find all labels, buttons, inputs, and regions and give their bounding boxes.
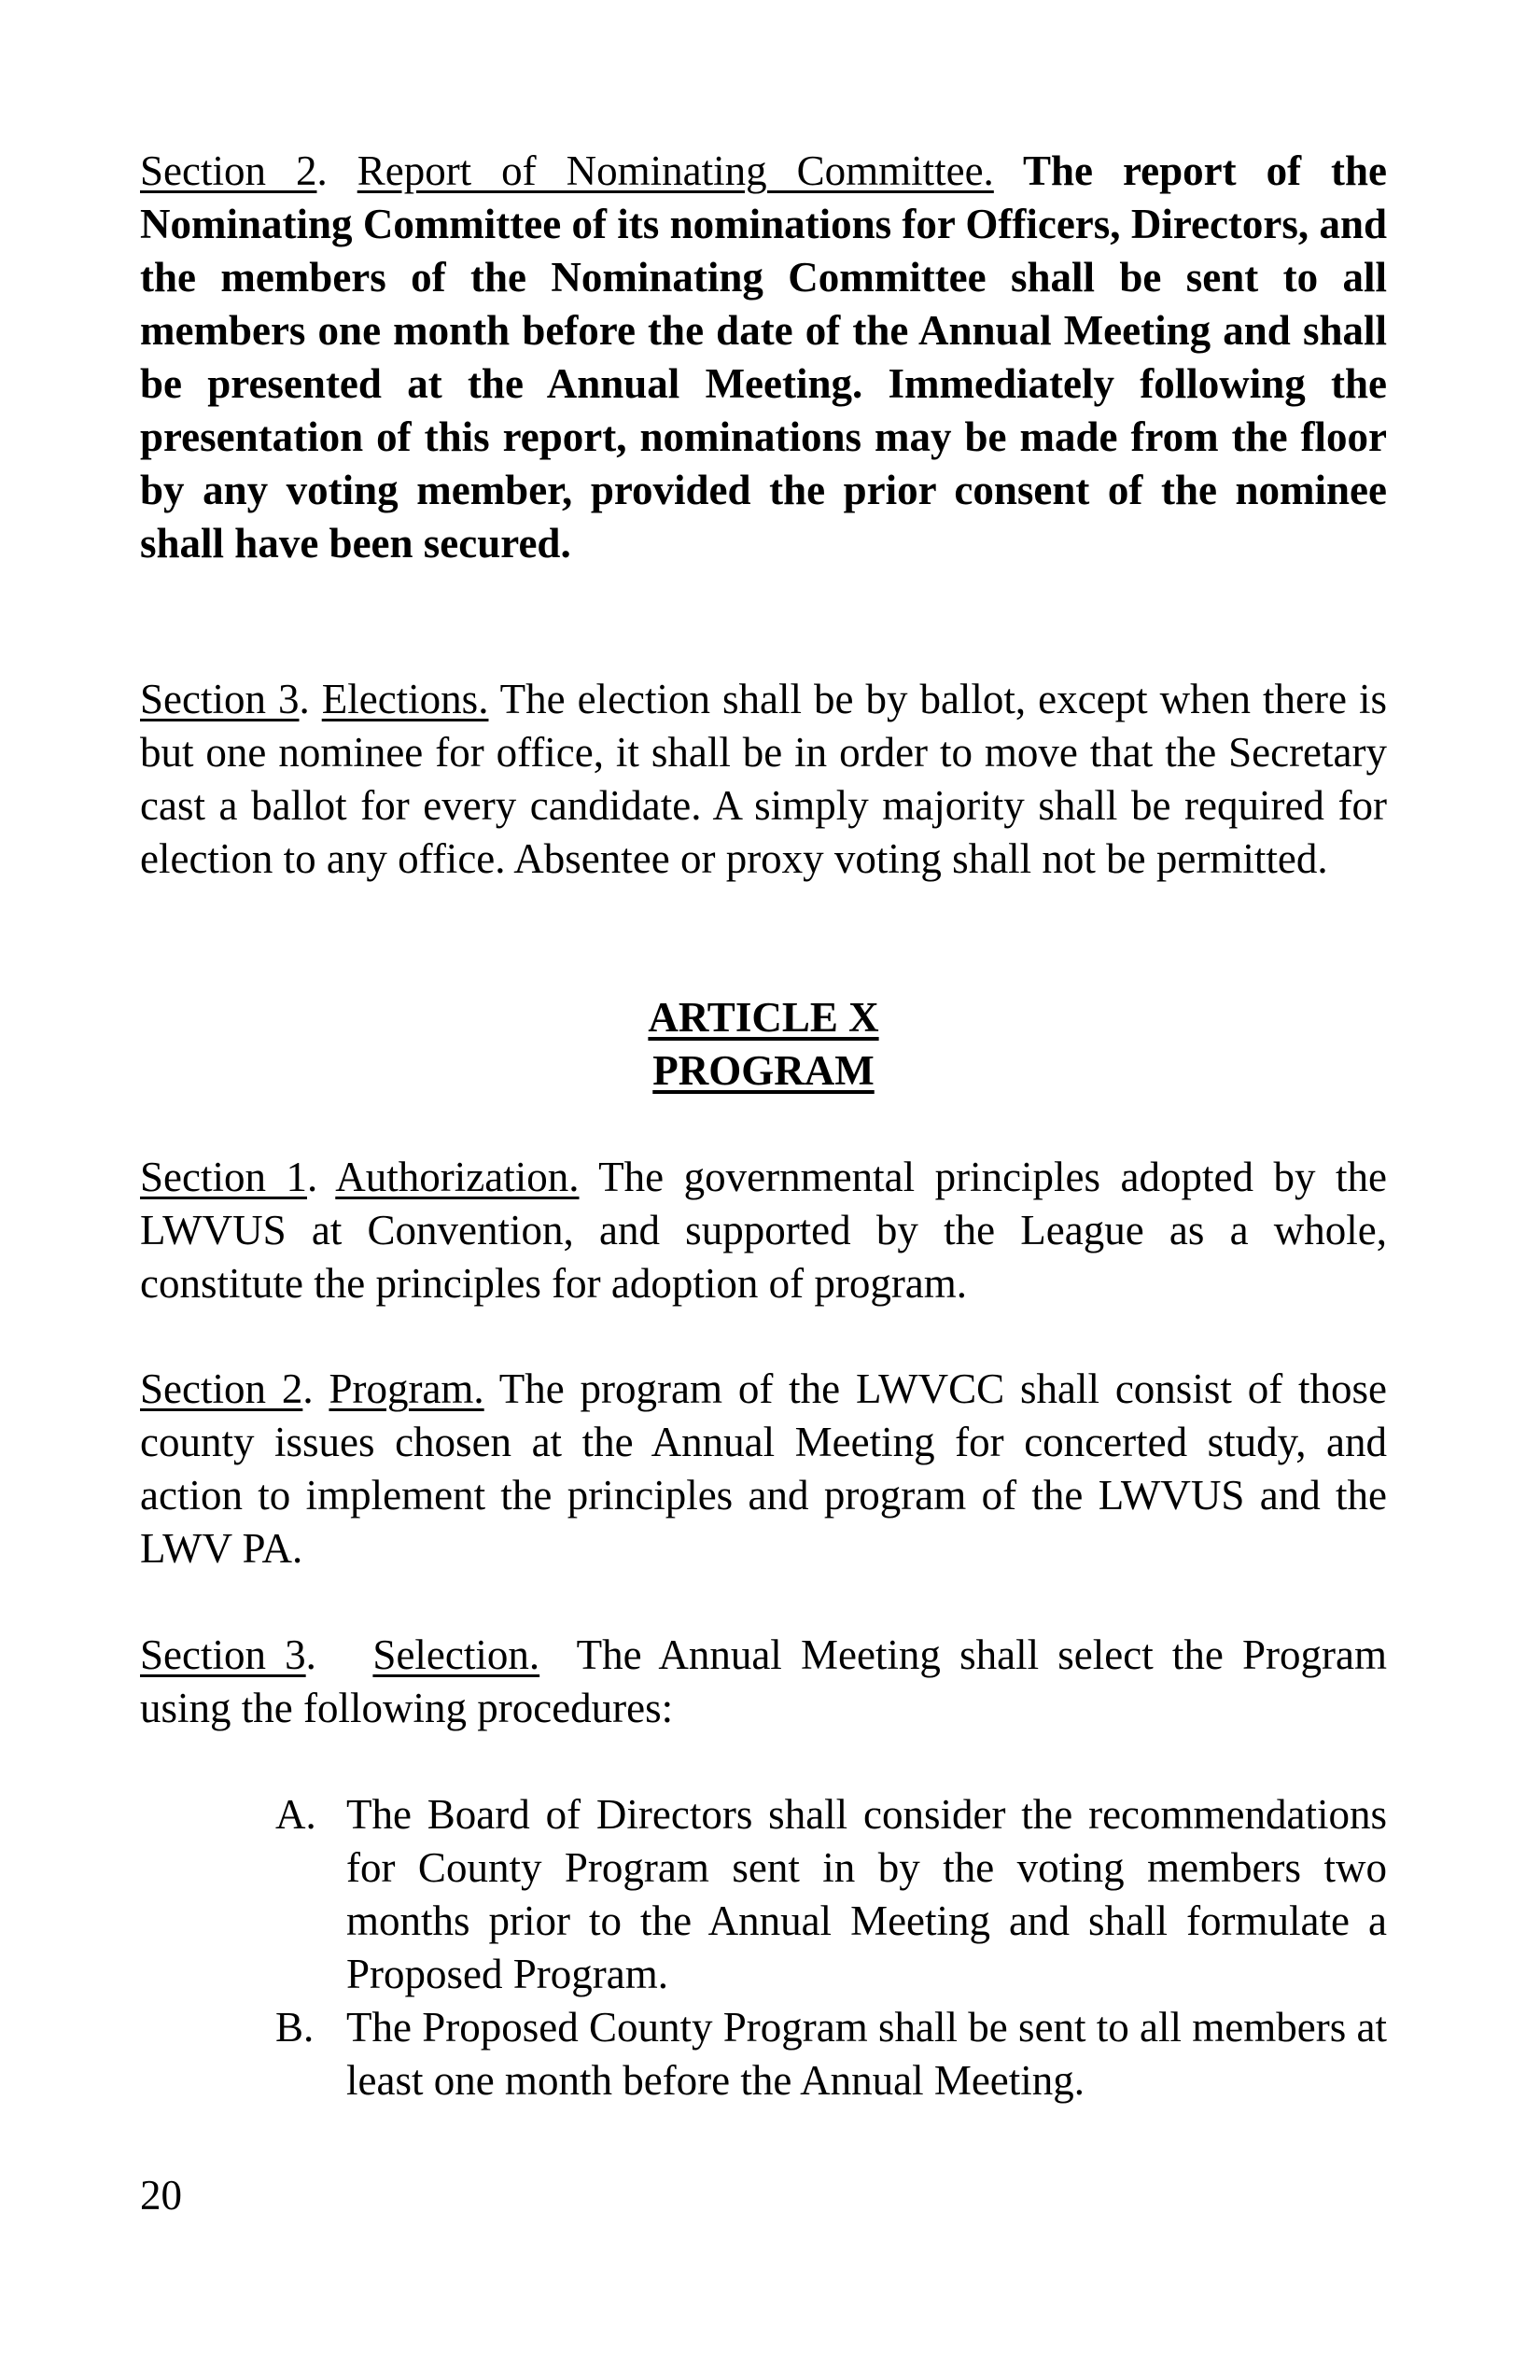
section-body: The governmental principles adopted by the LWVUS at Convention, and supported by the League as a whole, constitute the principles for adoption of program. <box>140 1154 1387 1307</box>
section-authorization <box>140 1151 1387 1310</box>
section-selection <box>140 1629 1398 1735</box>
section-label: Section 1 <box>140 1154 307 1200</box>
section-body: The report of the Nominating Committee of its nominations for Officers, Directors, and the members of the Nominating Committee shall be sent to all members one month before the date of the Annual Meeting and shall be presented at the Annual Meeting. Immediately following the presentation of this report, nominations may be made from the floor by any voting member, provided the prior consent of the nominee shall have been secured. <box>140 147 1388 567</box>
list-item <box>275 2001 1387 2107</box>
section-title: Program. <box>329 1365 484 1412</box>
separator: . <box>305 1631 373 1678</box>
section-label: Section 3 <box>140 676 300 722</box>
page-number: 20 <box>140 2172 182 2219</box>
list-item-text: The Proposed County Program shall be sent to all members at least one month before the Annual Meeting. <box>346 2004 1387 2104</box>
section-body: The election shall be by ballot, except when there is but one nominee for office, it shall be in order to move that the Secretary cast a ballot for every candidate. A simply majority shall be required for election to any office. Absentee or proxy voting shall not be permitted. <box>140 676 1387 882</box>
article-heading <box>140 991 1387 1044</box>
separator: . <box>307 1154 336 1200</box>
section-title: Authorization. <box>335 1154 580 1200</box>
article-name: PROGRAM <box>652 1047 875 1094</box>
list-item <box>275 1788 1387 2001</box>
section-nominating-report <box>140 145 1387 570</box>
section-elections <box>140 673 1387 886</box>
section-body: The Annual Meeting shall select the Program using the following procedures: <box>140 1631 1398 1731</box>
list-marker: B. <box>275 2004 315 2051</box>
section-title: Report of Nominating Committee. <box>357 147 994 194</box>
section-label: Section 2 <box>140 147 317 194</box>
separator: . <box>299 676 322 722</box>
list-item-text: The Board of Directors shall consider the recommendations for County Program sent in by the voting members two months prior to the Annual Meeting and shall formulate a Proposed Program. <box>346 1791 1387 1997</box>
separator: . <box>316 147 357 194</box>
section-title: Elections. <box>321 676 489 722</box>
section-label: Section 3 <box>140 1631 306 1678</box>
section-label: Section 2 <box>140 1365 303 1412</box>
article-title <box>140 1044 1387 1098</box>
article-number: ARTICLE X <box>648 994 879 1041</box>
section-body: The program of the LWVCC shall consist of those county issues chosen at the Annual Meeting for concerted study, and action to implement the principles and program of the LWVUS and the LWV PA. <box>140 1365 1388 1572</box>
separator: . <box>302 1365 329 1412</box>
list-marker: A. <box>275 1791 316 1838</box>
section-program <box>140 1363 1387 1575</box>
section-title: Selection. <box>372 1631 540 1678</box>
